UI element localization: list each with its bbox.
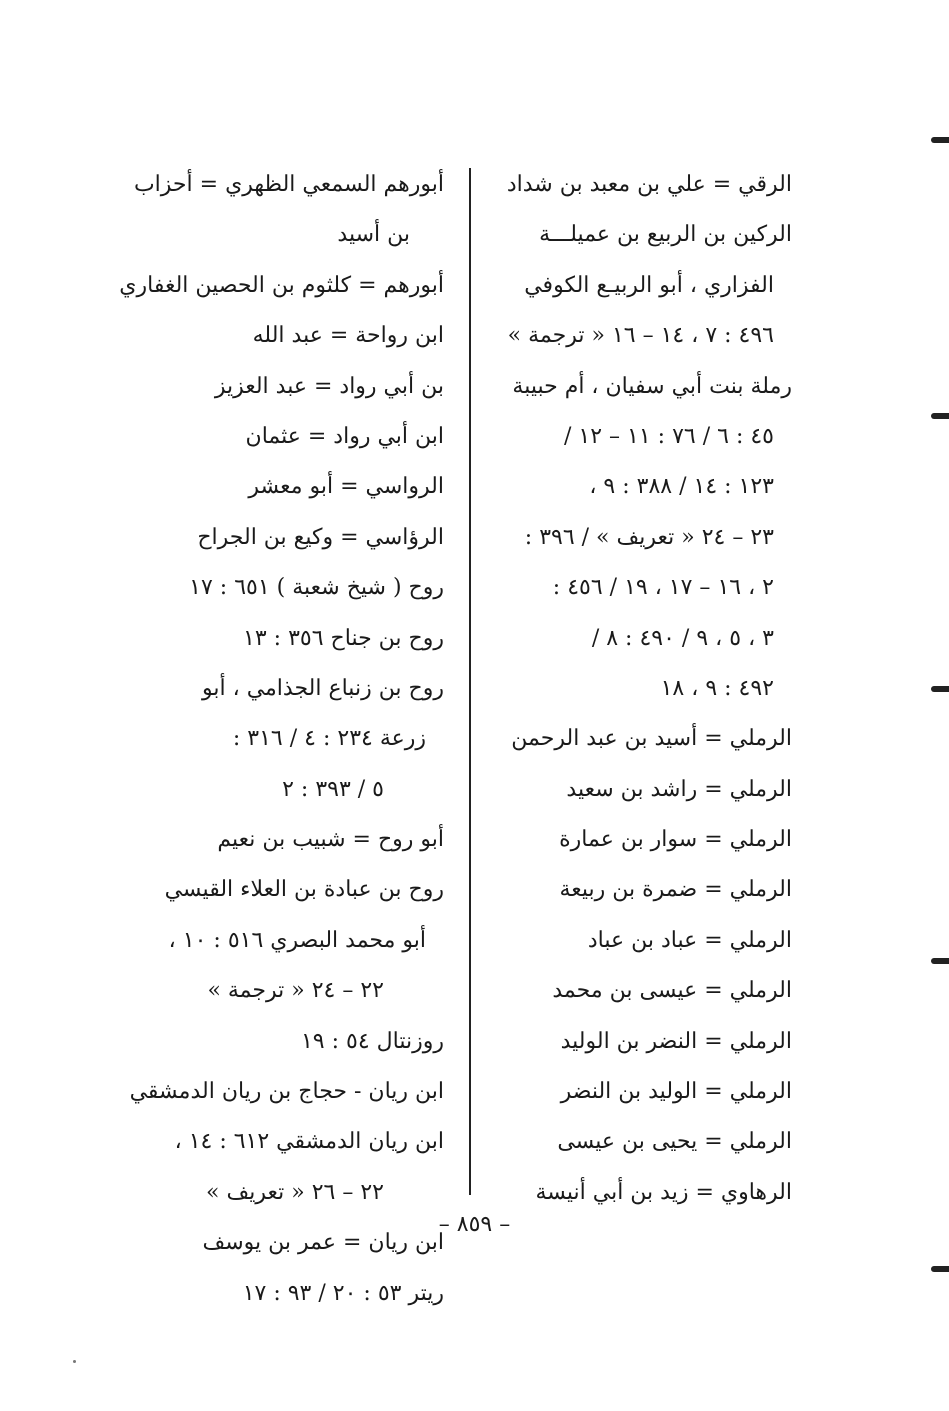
index-entry: الركين بن الربيع بن عميلـــة [539, 222, 792, 248]
scan-edge-mark [931, 686, 949, 692]
index-entry: ابن أبي رواد = عثمان [245, 423, 444, 449]
scan-edge-mark [931, 958, 949, 964]
index-entry: ابن ريان - حجاج بن ريان الدمشقي [129, 1079, 444, 1105]
index-entry-continuation: ٤٩٦ : ٧ ، ١٤ – ١٦ « ترجمة » [507, 323, 774, 349]
index-entry-continuation: زرعة ٢٣٤ : ٤ / ٣١٦ : [232, 726, 426, 752]
index-entry: الرملي = النضر بن الوليد [560, 1028, 792, 1054]
index-entry-continuation: ٣ ، ٥ ، ٩ / ٤٩٠ : ٨ / [591, 625, 774, 651]
index-entry: رملة بنت أبي سفيان ، أم حبيبة [512, 373, 792, 399]
index-entry: روزنتال ٥٤ : ١٩ [300, 1028, 444, 1054]
index-entry: الرهاوي = زيد بن أبي أنيسة [535, 1179, 792, 1205]
index-entry: ريتر ٥٣ : ٢٠ / ٩٣ : ١٧ [242, 1280, 444, 1306]
index-entry: الرملي = أسيد بن عبد الرحمن [511, 726, 792, 752]
index-entry: الرؤاسي = وكيع بن الجراح [197, 524, 444, 550]
index-entry: الرملي = يحيى بن عيسى [557, 1129, 792, 1155]
index-entry-continuation: ٥ / ٣٩٣ : ٢ [282, 776, 384, 802]
index-entry: الرملي = عيسى بن محمد [552, 978, 792, 1004]
index-entry-continuation: ٢٢ – ٢٦ « تعريف » [206, 1179, 384, 1205]
index-entry: ابن ريان الدمشقي ٦١٢ : ١٤ ، [174, 1129, 444, 1155]
index-column-left [119, 160, 444, 1319]
index-entry: أبو روح = شبيب بن نعيم [217, 827, 444, 853]
index-entry-continuation: أبو محمد البصري ٥١٦ : ١٠ ، [168, 927, 426, 953]
index-entry-continuation: ٤٥ : ٦ / ٧٦ : ١١ – ١٢ / [563, 423, 774, 449]
index-entry-continuation: الفزاري ، أبو الربيـع الكوفي [524, 272, 774, 298]
index-entry: روح بن جناح ٣٥٦ : ١٣ [243, 625, 444, 651]
index-entry: روح بن عبادة بن العلاء القيسي [164, 877, 444, 903]
index-entry: روح بن زنباع الجذامي ، أبو [202, 675, 444, 701]
index-entry: الرقي = علي بن معبد بن شداد [506, 172, 792, 197]
index-entry: الرواسي = أبو معشر [248, 474, 444, 500]
index-entry: أبورهم السمعي الظهري = أحزاب [133, 172, 444, 197]
index-entry: بن أبي رواد = عبد العزيز [214, 373, 444, 399]
index-column-right [492, 160, 792, 1218]
page-number: – ٨٥٩ – [438, 1212, 511, 1237]
index-entry: الرملي = سوار بن عمارة [559, 827, 792, 853]
index-entry: الرملي = عباد بن عباد [587, 927, 792, 953]
index-entry: روح ( شيخ شعبة ) ٦٥١ : ١٧ [189, 575, 444, 601]
index-entry-continuation: ٢٣ – ٢٤ « تعريف » / ٣٩٦ : [524, 524, 774, 550]
index-entry: ابن رواحة = عبد الله [252, 323, 444, 349]
index-entry: أبورهم = كلثوم بن الحصين الغفاري [119, 272, 444, 298]
index-entry: الرملي = ضمرة بن ربيعة [559, 877, 792, 903]
column-divider [469, 168, 471, 1195]
index-entry-continuation: ٢ ، ١٦ – ١٧ ، ١٩ / ٤٥٦ : [552, 575, 774, 601]
index-entry-continuation: ٤٩٢ : ٩ ، ١٨ [660, 675, 774, 701]
scan-edge-mark [931, 137, 949, 143]
scan-edge-mark [931, 1266, 949, 1272]
scan-speck [73, 1360, 76, 1363]
index-entry: الرملي = الوليد بن النضر [560, 1079, 792, 1105]
scan-edge-mark [931, 413, 949, 419]
index-entry-continuation: ١٢٣ : ١٤ / ٣٨٨ : ٩ ، [589, 474, 774, 500]
index-entry: ابن ريان = عمر بن يوسف [202, 1230, 444, 1256]
index-entry: الرملي = راشد بن سعيد [566, 776, 792, 802]
index-entry-continuation: ٢٢ – ٢٤ « ترجمة » [207, 978, 384, 1004]
index-entry-continuation: بن أسيد [337, 222, 410, 248]
